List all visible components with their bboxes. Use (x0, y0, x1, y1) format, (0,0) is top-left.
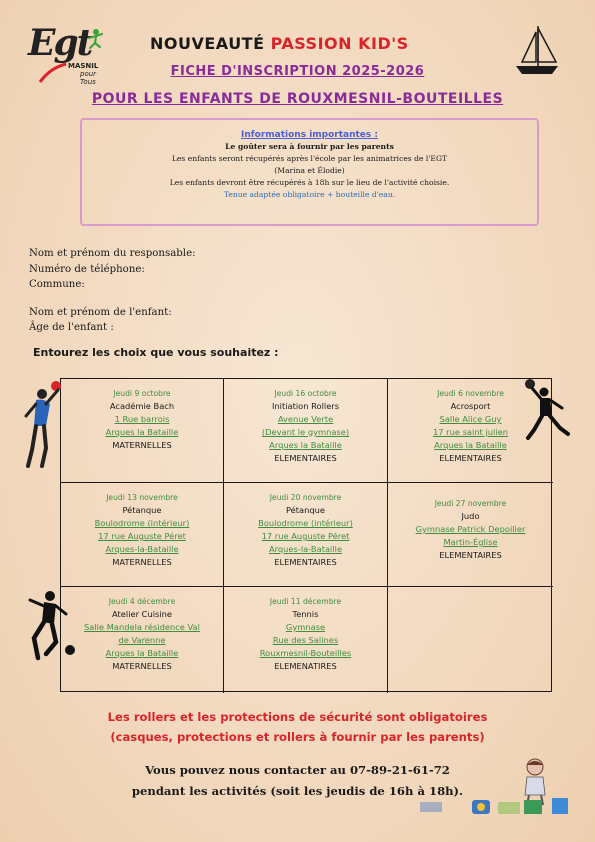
safety-warning (0, 707, 595, 747)
activities-grid (60, 378, 552, 692)
activity-location: de Varenne (118, 635, 166, 645)
activity-name: Pétanque (285, 505, 326, 515)
activity-location: Arques la Bataille (434, 440, 507, 450)
logo-line1: MASNIL (68, 62, 99, 70)
activity-name: Tennis (292, 609, 319, 619)
info-gouter-text: Le goûter sera à fournir par les parents (225, 142, 394, 151)
activity-location: Rue des Salines (272, 635, 339, 645)
info-gouter (82, 141, 537, 153)
activity-date: Jeudi 16 octobre (274, 389, 337, 398)
activity-cell[interactable] (224, 483, 388, 587)
activity-date: Jeudi 9 octobre (113, 389, 171, 398)
warning-line2: (casques, protections et rollers à fournir par les parents) (110, 730, 485, 744)
activity-cell[interactable] (61, 587, 224, 693)
choose-instruction: Entourez les choix que vous souhaitez : (33, 346, 279, 359)
activity-name: Atelier Cuisine (112, 609, 172, 619)
activity-date: Jeudi 13 novembre (106, 493, 178, 502)
activity-date: Jeudi 27 novembre (434, 499, 507, 508)
activity-cell[interactable] (224, 379, 388, 483)
activity-cell[interactable] (224, 587, 388, 693)
activity-location: Arques la Bataille (105, 648, 179, 658)
page-subtitle-2: POUR LES ENFANTS DE ROUXMESNIL-BOUTEILLES (91, 91, 504, 107)
activity-location: Arques la Bataille (269, 440, 342, 450)
registration-fields (29, 246, 196, 336)
info-line4: Les enfants devront être récupérés à 18h sur le lieu de l'activité choisie. (169, 178, 450, 187)
volleyball-player-icon (16, 380, 72, 470)
activity-location: Boulodrome (intérieur) (94, 518, 190, 528)
logo-figure-icon (86, 28, 104, 50)
activity-level: ELEMENTAIRES (274, 453, 337, 463)
activity-location: Martin-Église (443, 537, 498, 547)
contact-line2: pendant les activités (soit les jeudis de 16h à 18h). (131, 784, 464, 798)
activity-location: Arques-la-Bataille (268, 544, 343, 554)
page-title (150, 34, 409, 53)
soccer-player-icon (16, 588, 76, 666)
page-subtitle: FICHE D'INSCRIPTION 2025-2026 (170, 64, 425, 79)
activity-location: Gymnase (285, 622, 326, 632)
title-passion-kids: PASSION KID'S (270, 34, 409, 53)
activity-cell[interactable] (61, 483, 224, 587)
info-title: Informations importantes : (240, 130, 379, 140)
activity-location: 1 Rue barrois (114, 414, 170, 424)
activity-name: Pétanque (122, 505, 162, 515)
form-gap (29, 293, 196, 305)
activity-location: 17 rue Auguste Péret (98, 531, 186, 541)
warning-line1: Les rollers et les protections de sécurité sont obligatoires (107, 710, 488, 724)
title-nouveaute: NOUVEAUTÉ (150, 34, 265, 53)
activity-level: MATERNELLES (112, 557, 172, 567)
field-enfant[interactable]: Nom et prénom de l'enfant: (29, 306, 172, 318)
activity-location: Rouxmesnil-Bouteilles (259, 648, 352, 658)
activity-name: Acrosport (450, 401, 491, 411)
activity-level: MATERNELLES (112, 661, 172, 671)
contact-line1: Vous pouvez nous contacter au 07-89-21-61-72 (145, 763, 450, 777)
activity-location: Gymnase Patrick Depoilier (415, 524, 526, 534)
activity-location: 17 rue Auguste Péret (261, 531, 350, 541)
logo-line2: pour Tous (80, 70, 97, 86)
field-telephone[interactable]: Numéro de téléphone: (29, 263, 145, 275)
activity-level: MATERNELLES (112, 440, 172, 450)
activity-location: Salle Alice Guy (439, 414, 502, 424)
activity-level: ELEMENTAIRES (439, 453, 502, 463)
activity-name: Judo (461, 511, 480, 521)
info-line5: Tenue adaptée obligatoire + bouteille d'eau. (223, 190, 396, 199)
activity-location: (Devant le gymnase) (261, 427, 350, 437)
partner-logos-icon (420, 796, 572, 818)
field-responsable[interactable]: Nom et prénom du responsable: (29, 248, 196, 259)
field-age[interactable]: Âge de l'enfant : (29, 322, 114, 333)
activity-level: ELEMENATIRES (274, 661, 337, 671)
activity-date: Jeudi 6 novembre (437, 389, 504, 398)
field-commune[interactable]: Commune: (29, 279, 85, 290)
activity-date: Jeudi 20 novembre (269, 493, 342, 502)
activity-location: Avenue Verte (277, 414, 334, 424)
info-line3: (Marina et Élodie) (274, 166, 345, 175)
basketball-player-icon (522, 378, 572, 442)
info-line2: Les enfants seront récupérés après l'école par les animatrices de l'EGT (171, 154, 448, 163)
activity-cell[interactable] (61, 379, 224, 483)
activity-location: Boulodrome (intérieur) (258, 518, 353, 528)
activity-name: Initiation Rollers (271, 401, 340, 411)
activity-location: 17 rue saint julien (432, 427, 508, 437)
activity-location: Salle Mandela résidence Val (84, 622, 200, 632)
empty-activity-cell (388, 587, 553, 693)
important-info-box (80, 118, 539, 226)
logo-text: Egt (28, 22, 92, 64)
activity-name: Académie Bach (109, 401, 175, 411)
activity-cell[interactable] (388, 483, 553, 587)
activity-location: Arques-la-Bataille (105, 544, 179, 554)
activity-location: Arques la Bataille (105, 427, 179, 437)
activity-date: Jeudi 11 décembre (269, 597, 342, 606)
activity-date: Jeudi 4 décembre (108, 597, 176, 606)
egt-logo (28, 22, 108, 92)
activity-level: ELEMENTAIRES (274, 557, 337, 567)
activity-level: ELEMENTAIRES (439, 550, 502, 560)
